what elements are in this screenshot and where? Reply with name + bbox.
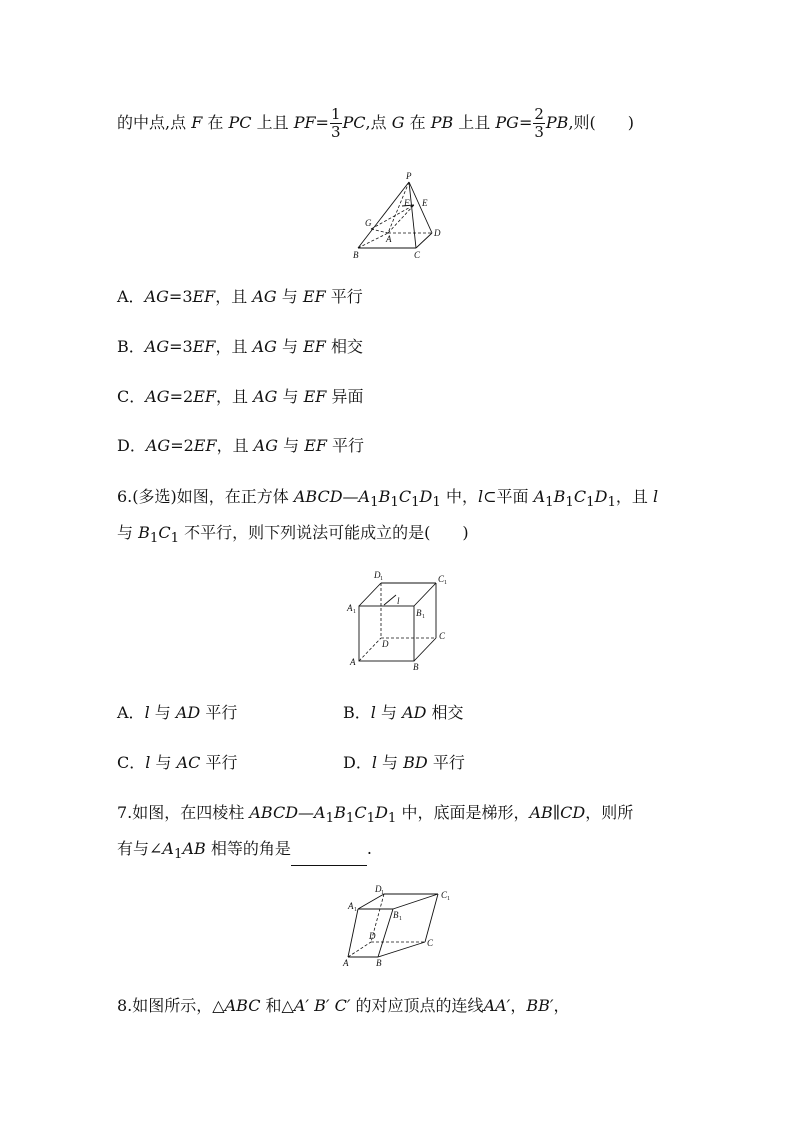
q5-pyramid-figure [350, 168, 450, 263]
q6-option-a[interactable]: A．l 与 AD 平行 [117, 703, 238, 722]
label-A: A [386, 234, 392, 244]
sub-D1: 1 [381, 890, 384, 896]
label-C: C [427, 938, 434, 948]
q5-option-d[interactable]: D．AG=2EF，且 AG 与 EF 平行 [117, 436, 365, 455]
q5-intro: 的中点,点 F 在 PC 上且 PF= $\frac{1}{3}$ PC,点 G 在 PB 上且 PG= $\frac{2}{3}$ PB,则( ) [117, 105, 635, 141]
q6-option-c[interactable]: C．l 与 AC 平行 [117, 753, 238, 772]
label-E: E [422, 198, 428, 208]
q6-option-b[interactable]: B．l 与 AD 相交 [343, 703, 464, 722]
label-D1: D [375, 884, 382, 894]
label-B: B [413, 662, 419, 672]
q6-option-d[interactable]: D．l 与 BD 平行 [343, 753, 465, 772]
label-D: D [382, 639, 389, 649]
label-B: B [376, 958, 382, 968]
q5-option-b[interactable]: B．AG=3EF，且 AG 与 EF 相交 [117, 337, 363, 356]
q7-stem-line2: 有与$\angle A_1AB$ 相等的角是 . [117, 838, 372, 866]
q6-stem-line2: 与 $B_1C_1$ 不平行，则下列说法可能成立的是( ) [117, 523, 469, 547]
label-B1: B [393, 910, 399, 920]
q5-option-a[interactable]: A．AG=3EF，且 AG 与 EF 平行 [117, 287, 363, 306]
label-D: D [434, 228, 441, 238]
label-A1: A [347, 603, 353, 613]
sub-D1: 1 [380, 576, 383, 582]
label-A: A [350, 657, 356, 667]
label-B: B [353, 250, 359, 260]
sub-C1: 1 [444, 580, 447, 586]
label-F: F [404, 198, 410, 208]
label-A: A [343, 958, 349, 968]
sub-A1: 1 [354, 907, 357, 913]
label-l: l [397, 596, 400, 606]
label-P: P [406, 171, 412, 181]
label-B1: B [416, 608, 422, 618]
answer-blank[interactable] [291, 849, 367, 866]
fraction-one-third: $\frac{1}{3}$ [330, 105, 341, 141]
label-C: C [414, 250, 421, 260]
sub-C1: 1 [447, 896, 450, 902]
label-C1: C [438, 574, 445, 584]
q7-prism-figure [340, 882, 455, 972]
label-D1: D [374, 570, 381, 580]
q5-option-c[interactable]: C．AG=2EF，且 AG 与 EF 异面 [117, 387, 364, 406]
label-A1: A [348, 901, 354, 911]
fraction-two-thirds: $\frac{2}{3}$ [534, 105, 544, 141]
sub-A1: 1 [353, 609, 356, 615]
sub-B1: 1 [422, 614, 425, 620]
label-G: G [365, 218, 372, 228]
q6-cube-figure [344, 568, 454, 673]
q7-stem-line1: 7.如图，在四棱柱 $ABCD—A_1B_1C_1D_1$ 中，底面是梯形，AB∥CD，则所 [117, 803, 634, 827]
sub-B1: 1 [399, 916, 402, 922]
label-D: D [369, 931, 376, 941]
q6-stem-line1: 6.(多选)如图，在正方体 $ABCD—A_1B_1C_1D_1$ 中，l⊂平面 $A_1B_1C_1D_1$，且 l [117, 487, 659, 511]
q8-stem: 8.如图所示，△ABC 和△A′ B′ C′ 的对应顶点的连线AA′，BB′， [117, 996, 570, 1015]
label-C1: C [441, 890, 448, 900]
label-C: C [439, 631, 446, 641]
